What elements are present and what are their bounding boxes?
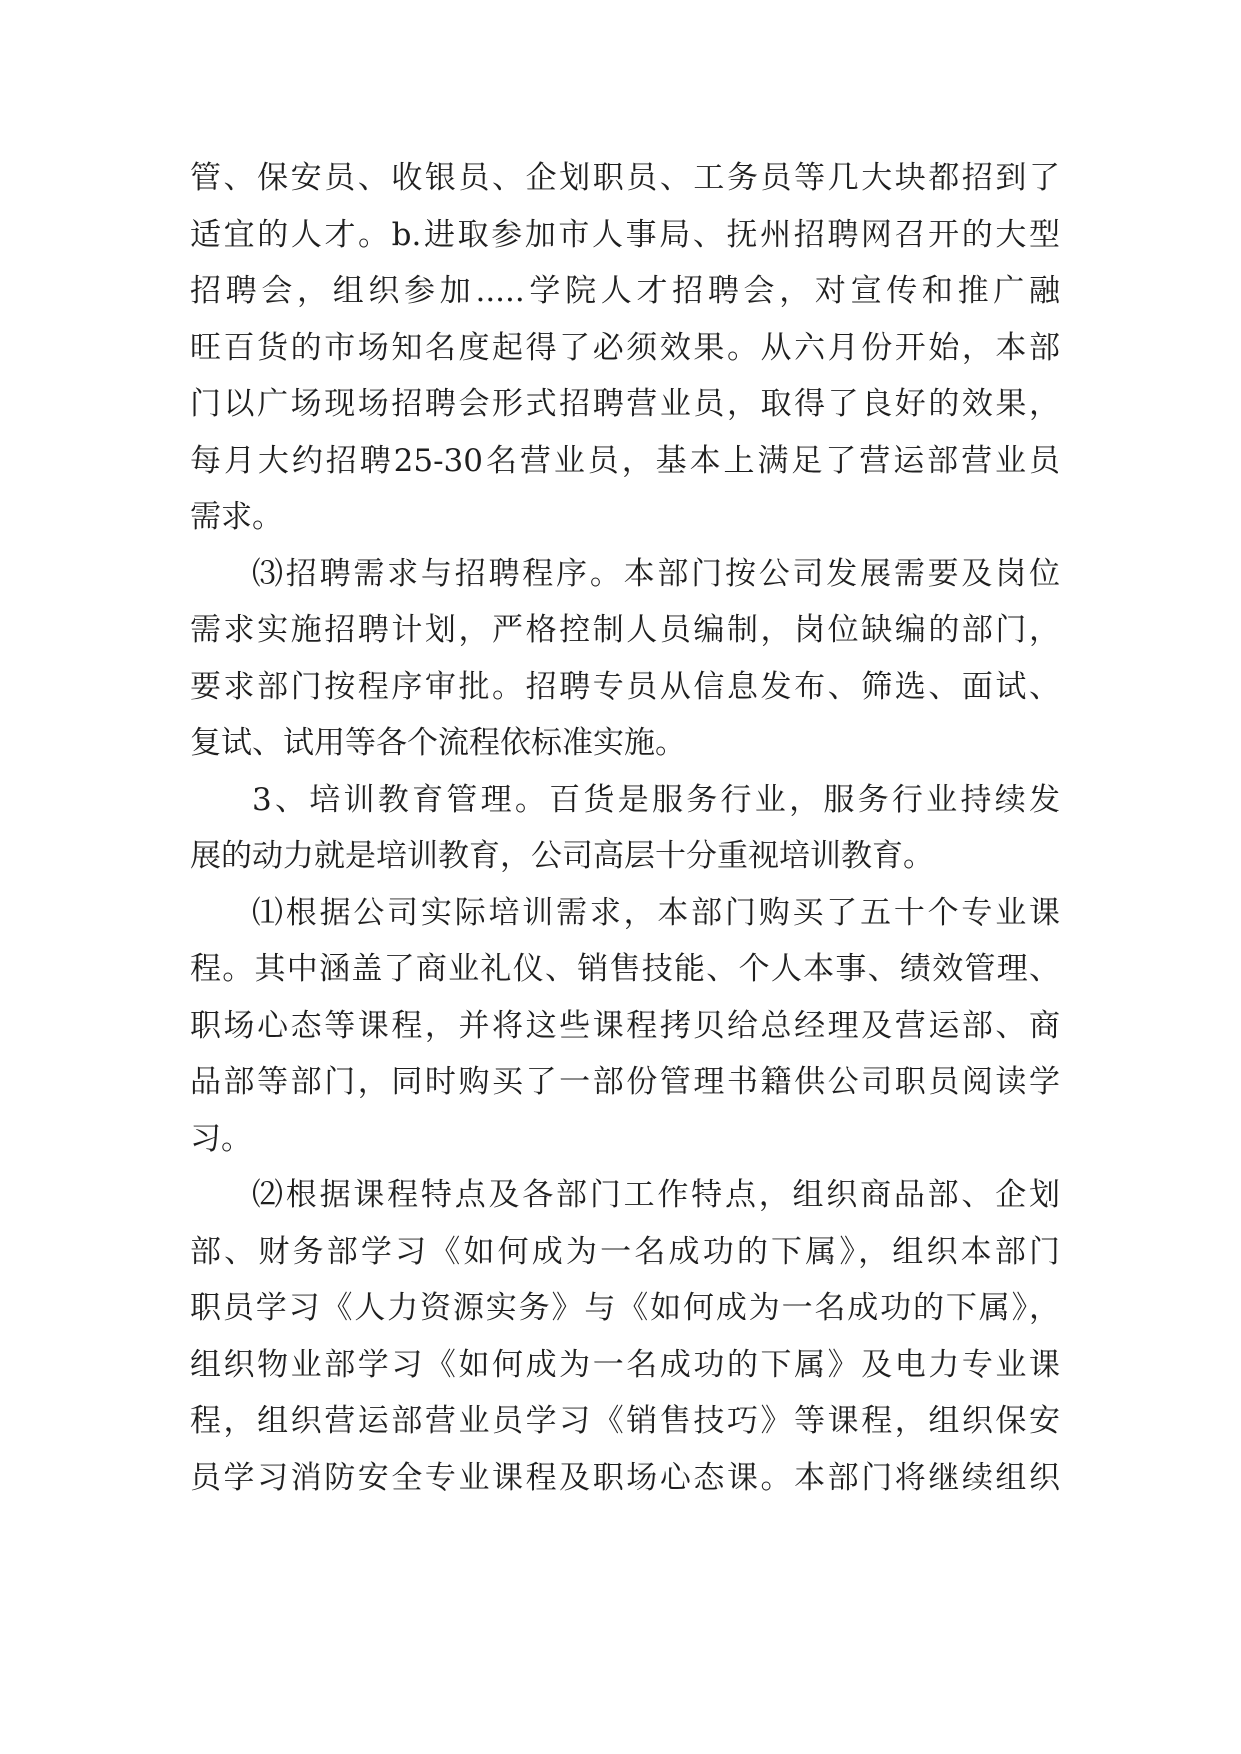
text-line: 3、培训教育管理。百货是服务行业，服务行业持续发	[252, 781, 1060, 818]
text-line: 每月大约招聘25-30名营业员，基本上满足了营运部营业员	[190, 442, 1060, 479]
text-line: ⑴根据公司实际培训需求，本部门购买了五十个专业课	[252, 894, 1060, 931]
text-line: 职员学习《人力资源实务》与《如何成为一名成功的下属》，	[190, 1290, 1060, 1326]
text-line: 习。	[190, 1120, 252, 1157]
text-line: 部、财务部学习《如何成为一名成功的下属》，组织本部门	[190, 1233, 1060, 1270]
text-line: 管、保安员、收银员、企划职员、工务员等几大块都招到了	[190, 160, 1060, 196]
text-line: 组织物业部学习《如何成为一名成功的下属》及电力专业课	[190, 1346, 1060, 1383]
paragraph	[190, 885, 1060, 1168]
text-line: 程，组织营运部营业员学习《销售技巧》等课程，组织保安	[190, 1403, 1060, 1439]
text-line: 门以广场现场招聘会形式招聘营业员，取得了良好的效果，	[190, 386, 1060, 422]
text-line: ⑶招聘需求与招聘程序。本部门按公司发展需要及岗位	[252, 555, 1060, 592]
paragraph	[190, 150, 1060, 546]
text-line: 职场心态等课程，并将这些课程拷贝给总经理及营运部、商	[190, 1007, 1060, 1044]
text-line: 品部等部门，同时购买了一部份管理书籍供公司职员阅读学	[190, 1064, 1060, 1100]
paragraph	[190, 546, 1060, 772]
text-line: 要求部门按程序审批。招聘专员从信息发布、筛选、面试、	[190, 668, 1060, 705]
paragraph	[190, 772, 1060, 885]
text-line: 复试、试用等各个流程依标准实施。	[190, 725, 686, 761]
text-line: 适宜的人才。b.进取参加市人事局、抚州招聘网召开的大型	[190, 216, 1060, 253]
text-line: 旺百货的市场知名度起得了必须效果。从六月份开始，本部	[190, 329, 1060, 366]
text-line: ⑵根据课程特点及各部门工作特点，组织商品部、企划	[252, 1177, 1060, 1213]
text-line: 需求实施招聘计划，严格控制人员编制，岗位缺编的部门，	[190, 612, 1060, 648]
text-line: 程。其中涵盖了商业礼仪、销售技能、个人本事、绩效管理、	[190, 951, 1060, 987]
text-line: 展的动力就是培训教育，公司高层十分重视培训教育。	[190, 838, 934, 874]
paragraph	[190, 1167, 1060, 1506]
text-line: 招聘会，组织参加.....学院人才招聘会，对宣传和推广融	[190, 273, 1060, 309]
text-line: 员学习消防安全专业课程及职场心态课。本部门将继续组织	[190, 1459, 1060, 1496]
document-body	[190, 150, 1060, 1506]
text-line: 需求。	[190, 499, 283, 535]
